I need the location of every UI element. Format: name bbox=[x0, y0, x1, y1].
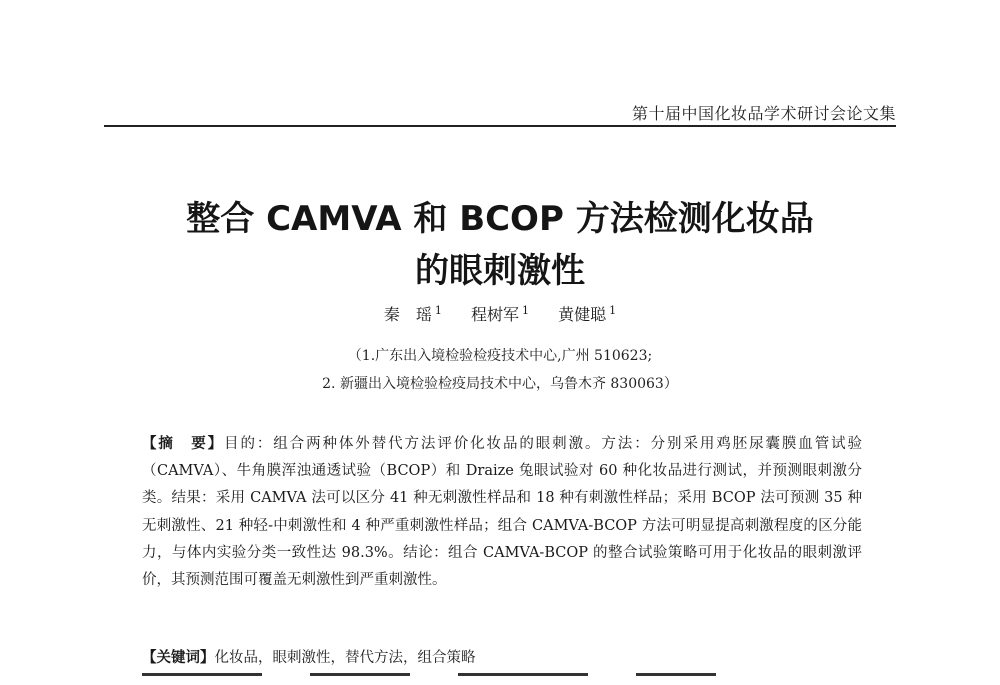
author-name: 秦 瑶 bbox=[383, 305, 432, 324]
author bbox=[384, 305, 442, 324]
author bbox=[471, 305, 529, 324]
affiliation-line-1: （1.广东出入境检验检疫技术中心,广州 510623; bbox=[347, 348, 653, 364]
abstract-label: 【摘 要】 bbox=[142, 436, 225, 452]
cut-off-text-fragment bbox=[636, 673, 716, 676]
keywords-text: 化妆品，眼刺激性，替代方法，组合策略 bbox=[214, 650, 476, 666]
keywords-label: 【关键词】 bbox=[142, 650, 215, 666]
abstract bbox=[142, 431, 862, 594]
author-list bbox=[0, 302, 1000, 325]
cut-off-next-line bbox=[142, 673, 862, 685]
abstract-text: 目的：组合两种体外替代方法评价化妆品的眼刺激。方法：分别采用鸡胚尿囊膜血管试验（CAMVA）、牛角膜浑浊通透试验（BCOP）和 Draize 兔眼试验对 60 种化妆品进行测试，并预测眼刺激分类。结果：采用 CAMVA 法可以区分 41 种无刺激性样品和 18 种有刺激性样品；采用 BCOP 法可预测 35 种无刺激性、21 种轻-中刺激性和 4 种严重刺激性样品；组合 CAMVA-BCOP 方法可明显提高刺激程度的区分能力，与体内实验分类一致性达 98.3%。结论：组合 CAMVA-BCOP 的整合试验策略可用于化妆品的眼刺激评价，其预测范围可覆盖无刺激性到严重刺激性。 bbox=[142, 436, 863, 589]
paper-title-line-2: 的眼刺激性 bbox=[415, 251, 585, 291]
author-affiliation-mark: 1 bbox=[522, 303, 529, 317]
header-rule bbox=[104, 125, 896, 127]
paper-title-line-1: 整合 CAMVA 和 BCOP 方法检测化妆品 bbox=[186, 199, 814, 239]
author-name: 程树军 bbox=[470, 305, 519, 324]
author bbox=[558, 305, 616, 324]
author-name: 黄健聪 bbox=[558, 305, 607, 324]
cut-off-text-fragment bbox=[458, 673, 588, 676]
author-affiliation-mark: 1 bbox=[434, 303, 442, 317]
cut-off-text-fragment bbox=[310, 673, 410, 676]
cut-off-text-fragment bbox=[142, 673, 262, 676]
keywords bbox=[142, 646, 476, 667]
running-header: 第十届中国化妆品学术研讨会论文集 bbox=[631, 104, 896, 123]
author-affiliation-mark: 1 bbox=[609, 303, 617, 317]
affiliation-line-2: 2. 新疆出入境检验检疫局技术中心，乌鲁木齐 830063） bbox=[322, 376, 678, 392]
